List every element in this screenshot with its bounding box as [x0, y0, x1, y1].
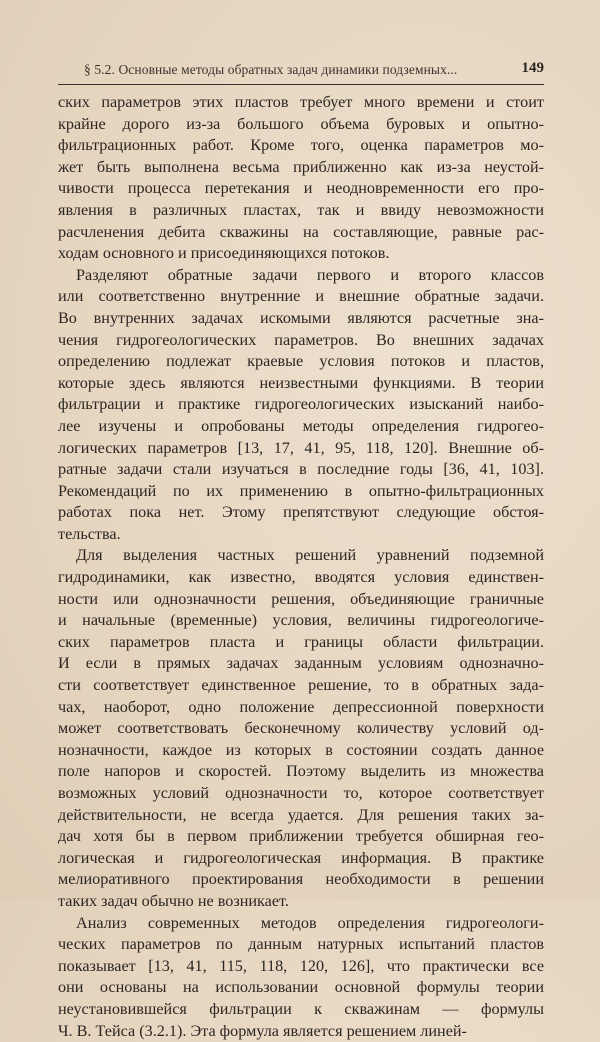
text-line: лее изучены и опробованы методы определения гидрогео- [58, 416, 544, 435]
text-line: фильтрации и практике гидрогеологических изысканий наибо- [58, 395, 544, 414]
text-line: таких задач обычно не возникает. [58, 891, 289, 910]
text-line: расчленения дебита скважины на составляющие, равные рас- [58, 222, 544, 241]
text-line: ходам основного и присоединяющихся потоков. [58, 244, 390, 263]
text-line: ских параметров этих пластов требует много времени и стоит [58, 93, 544, 111]
text-line: и начальные (временные) условия, величины гидрогеологиче- [58, 611, 544, 630]
text-line: тельства. [58, 524, 121, 543]
text-line: поле напоров и скоростей. Поэтому выделить из множества [58, 762, 544, 781]
text-line: Во внутренних задачах искомыми являются расчетные зна- [58, 308, 544, 327]
text-line: ческих параметров по данным натурных испытаний пластов [58, 935, 544, 954]
text-line: определению подлежат краевые условия потоков и пластов, [58, 352, 544, 371]
text-line: чивости процесса перетекания и неодновременности его про- [58, 179, 544, 198]
text-line: действительности, не всегда удается. Для решения таких за- [58, 805, 544, 824]
text-line: логических параметров [13, 17, 41, 95, 118, 120]. Внешние об- [58, 438, 544, 457]
text-line: ратные задачи стали изучаться в последние годы [36, 41, 103]. [58, 460, 544, 479]
text-line: они основаны на использовании основной формулы теории [58, 978, 544, 997]
text-line: работах пока нет. Этому препятствуют следующие обстоя- [58, 503, 544, 522]
paragraph [58, 913, 544, 1042]
text-line: которые здесь являются неизвестными функциями. В теории [58, 373, 544, 392]
text-line: гидродинамики, как известно, вводятся условия единствен- [58, 568, 544, 587]
text-line: мелиоративного проектирования необходимости в решении [58, 870, 544, 889]
text-line: неустановившейся фильтрации к скважинам — формулы [58, 999, 544, 1018]
text-line: Для выделения частных решений уравнений подземной [76, 546, 544, 565]
text-line: Ч. В. Тейса (3.2.1). Эта формула является решением линей- [58, 1021, 467, 1040]
page-number: 149 [521, 60, 544, 76]
text-line: или соответственно внутренние и внешние обратные задачи. [58, 287, 544, 306]
text-line: нозначности, каждое из которых в состоянии создать данное [58, 740, 544, 759]
text-line: логическая и гидрогеологическая информация. В практике [58, 848, 544, 867]
text-line: показывает [13, 41, 115, 118, 120, 126], что практически все [58, 956, 544, 975]
text-line: И если в прямых задачах заданным условиям однозначно- [58, 654, 544, 673]
text-line: возможных условий однозначности то, которое соответствует [58, 784, 544, 802]
paragraph [58, 265, 544, 546]
running-header [58, 58, 544, 85]
text-line: жет быть выполнена весьма приближенно как из-за неустой- [58, 157, 544, 176]
text-line: дач хотя бы в первом приближении требуется обширная гео- [58, 827, 544, 846]
text-line: Разделяют обратные задачи первого и второго классов [76, 265, 544, 284]
text-line: крайне дорого из-за большого объема буровых и опытно- [58, 114, 544, 133]
text-line: сти соответствует единственное решение, то в обратных зада- [58, 676, 544, 695]
text-line: Рекомендаций по их применению в опытно-фильтрационных [58, 481, 544, 500]
text-line: чения гидрогеологических параметров. Во внешних задачах [58, 330, 544, 349]
text-line: ских параметров пласта и границы области фильтрации. [58, 632, 544, 651]
text-line: может соответствовать бесконечному количеству условий од- [58, 719, 544, 738]
text-line: чах, наоборот, одно положение депрессионной поверхности [58, 697, 544, 716]
paragraph [58, 92, 544, 265]
text-line: явления в различных пластах, так и ввиду невозможности [58, 200, 544, 219]
paragraph [58, 545, 544, 912]
text-line: фильтрационных работ. Кроме того, оценка параметров мо- [58, 136, 544, 155]
text-line: Анализ современных методов определения гидрогеологи- [76, 913, 544, 932]
running-title: § 5.2. Основные методы обратных задач динамики подземных... [84, 62, 458, 77]
text-line: ности или однозначности решения, объединяющие граничные [58, 589, 544, 608]
